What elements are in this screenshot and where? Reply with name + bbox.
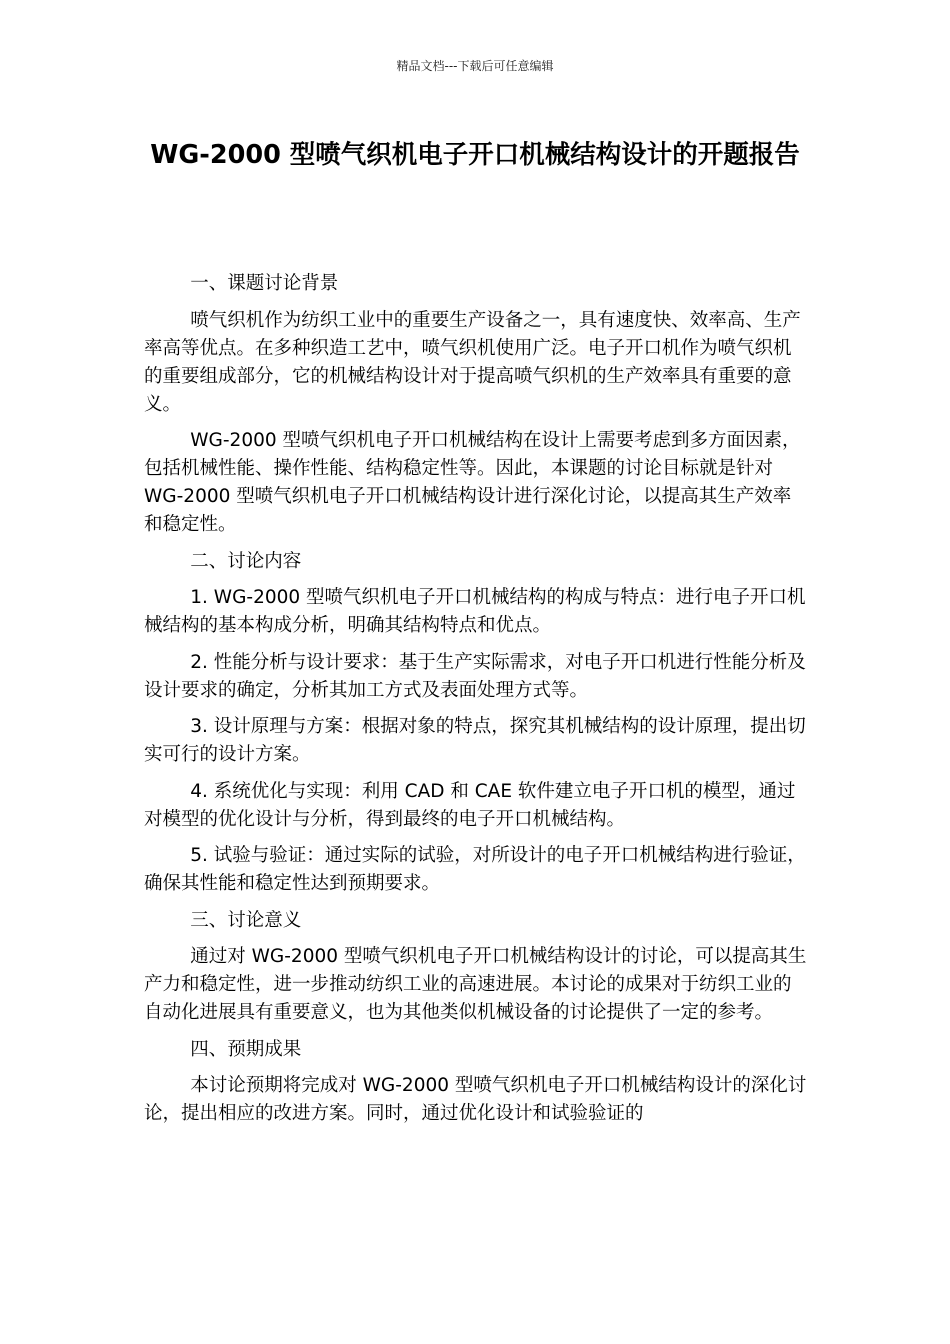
list-item: 4. 系统优化与实现：利用 CAD 和 CAE 软件建立电子开口机的模型，通过对模型的优化设计与分析，得到最终的电子开口机械结构。 — [144, 780, 796, 830]
section-heading: 四、预期成果 — [190, 1038, 302, 1060]
list-item: 2. 性能分析与设计要求：基于生产实际需求，对电子开口机进行性能分析及设计要求的确定，分析其加工方式及表面处理方式等。 — [144, 651, 806, 701]
document-body — [144, 270, 808, 1137]
paragraph: WG-2000 型喷气织机电子开口机械结构在设计上需要考虑到多方面因素，包括机械性能、操作性能、结构稳定性等。因此，本课题的讨论目标就是针对 WG-2000 型喷气织机电子开口机械结构设计进行深化讨论，以提高其生产效率和稳定性。 — [144, 430, 801, 535]
paragraph: 喷气织机作为纺织工业中的重要生产设备之一，具有速度快、效率高、生产率高等优点。在多种织造工艺中，喷气织机使用广泛。电子开口机作为喷气织机的重要组成部分，它的机械结构设计对于提高喷气织机的生产效率具有重要的意义。 — [144, 309, 801, 415]
section-expected-results — [144, 1036, 808, 1129]
page-header: 精品文档---下载后可任意编辑 — [396, 59, 554, 73]
paragraph: 本讨论预期将完成对 WG-2000 型喷气织机电子开口机械结构设计的深化讨论，提出相应的改进方案。同时，通过优化设计和试验验证的 — [144, 1075, 807, 1124]
section-heading: 一、课题讨论背景 — [190, 273, 339, 294]
section-heading: 二、讨论内容 — [190, 550, 302, 572]
list-item: 3. 设计原理与方案：根据对象的特点，探究其机械结构的设计原理，提出切实可行的设计方案。 — [144, 716, 806, 765]
list-item: 1. WG-2000 型喷气织机电子开口机械结构的构成与特点：进行电子开口机械结构的基本构成分析，明确其结构特点和优点。 — [144, 587, 806, 636]
section-significance — [144, 907, 808, 1028]
document-title: WG-2000 型喷气织机电子开口机械结构设计的开题报告 — [150, 140, 800, 170]
list-item: 5. 试验与验证：通过实际的试验，对所设计的电子开口机械结构进行验证，确保其性能和稳定性达到预期要求。 — [144, 845, 806, 894]
paragraph: 通过对 WG-2000 型喷气织机电子开口机械结构设计的讨论，可以提高其生产力和稳定性，进一步推动纺织工业的高速进展。本讨论的成果对于纺织工业的自动化进展具有重要意义，也为其他类似机械设备的讨论提供了一定的参考。 — [144, 946, 807, 1023]
section-background — [144, 270, 808, 539]
section-content — [144, 548, 808, 899]
section-heading: 三、讨论意义 — [190, 909, 302, 931]
